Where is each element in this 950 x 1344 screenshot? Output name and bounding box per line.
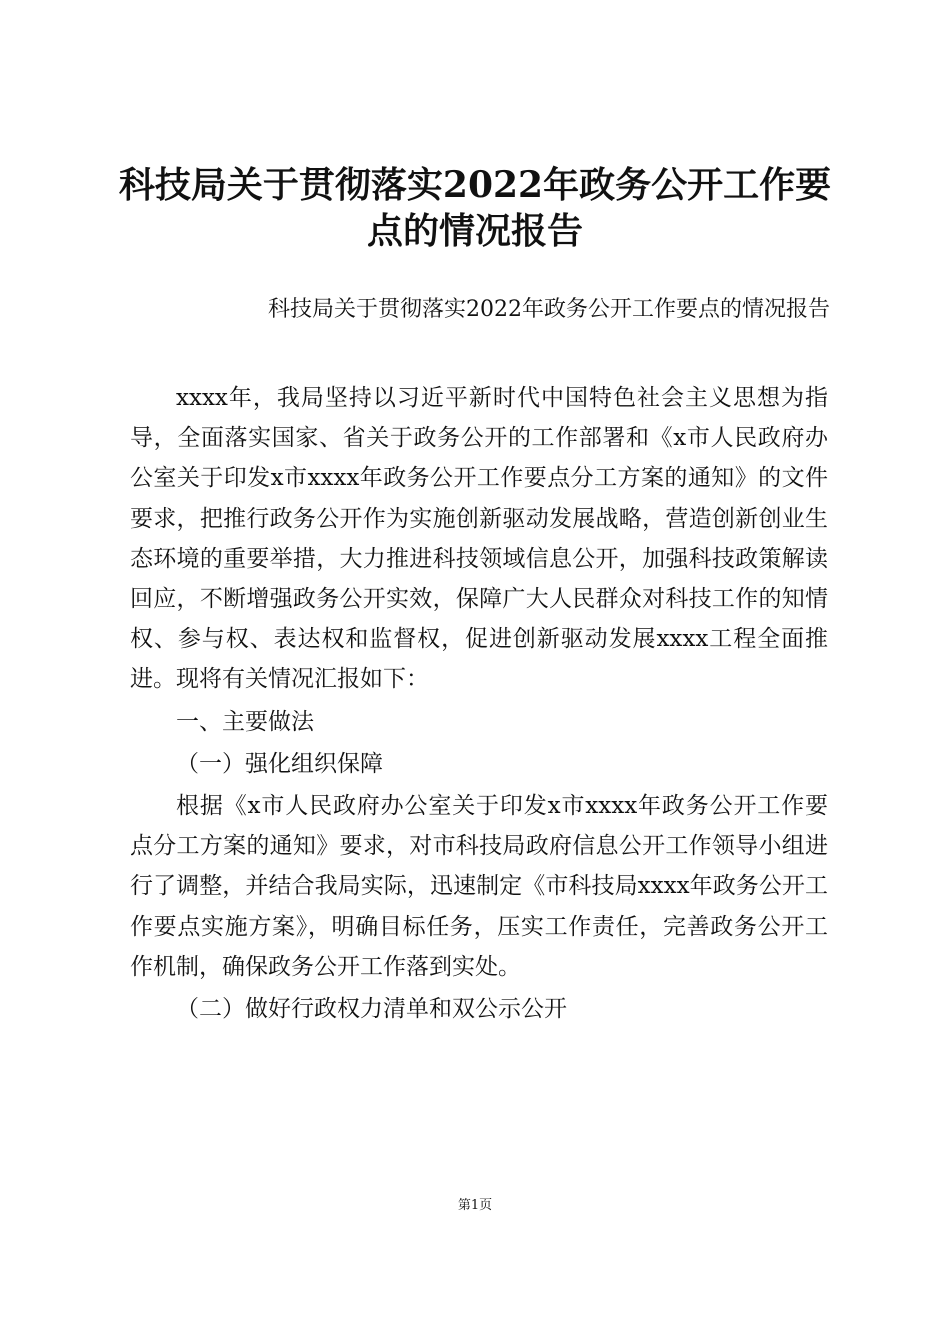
document-title: 科技局关于贯彻落实2022年政务公开工作要点的情况报告 [118, 164, 832, 252]
document-body [130, 378, 828, 1029]
paragraph-organization: 根据《x市人民政府办公室关于印发x市xxxx年政务公开工作要点分工方案的通知》要求，对市科技局政府信息公开工作领导小组进行了调整，并结合我局实际，迅速制定《市科技局xxxx年政务公开工作要点实施方案》，明确目标任务，压实工作责任，完善政务公开工作机制，确保政务公开工作落到实处。 [130, 793, 828, 980]
section-heading-main-practices: 一、主要做法 [176, 708, 314, 735]
subsection-heading-organization: （一）强化组织保障 [176, 750, 383, 777]
document-subtitle: 科技局关于贯彻落实2022年政务公开工作要点的情况报告 [268, 297, 830, 322]
paragraph-intro: xxxx年，我局坚持以习近平新时代中国特色社会主义思想为指导，全面落实国家、省关于政务公开的工作部署和《x市人民政府办公室关于印发x市xxxx年政务公开工作要点分工方案的通知》的文件要求，把推行政务公开作为实施创新驱动发展战略，营造创新创业生态环境的重要举措，大力推进科技领域信息公开，加强科技政策解读回应，不断增强政务公开实效，保障广大人民群众对科技工作的知情权、参与权、表达权和监督权，促进创新驱动发展xxxx工程全面推进。现将有关情况汇报如下： [130, 385, 828, 693]
page-number: 第1页 [457, 1198, 493, 1213]
subsection-heading-power-list: （二）做好行政权力清单和双公示公开 [176, 996, 567, 1023]
